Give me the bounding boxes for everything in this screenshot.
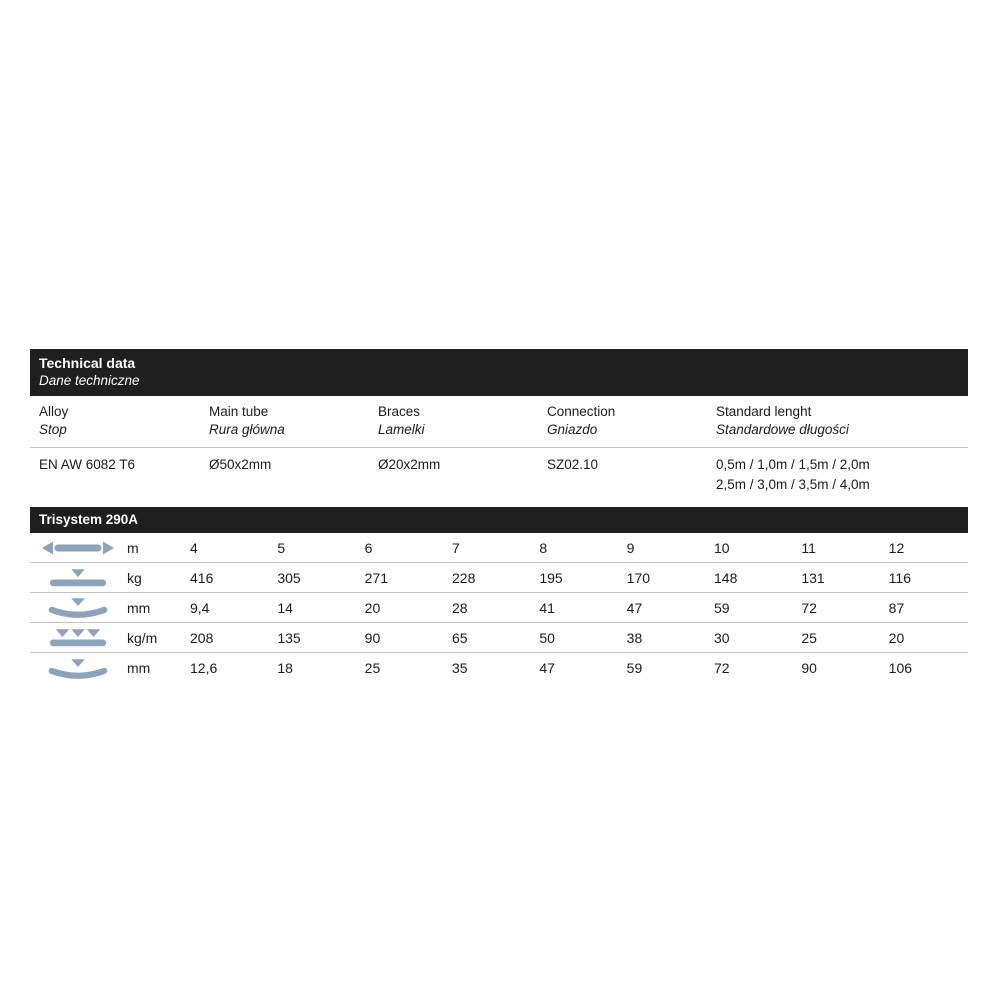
row-value: 65 xyxy=(452,629,468,646)
product-title: Trisystem 290A xyxy=(39,511,139,527)
spec-label: Alloy xyxy=(39,404,69,420)
row-value: 305 xyxy=(277,569,301,586)
row-unit: mm xyxy=(127,599,151,616)
row-value: 47 xyxy=(626,599,643,616)
row-value: 12,6 xyxy=(190,660,218,677)
spec-sublabel: Standardowe długości xyxy=(716,421,849,437)
row-value: 208 xyxy=(190,629,214,646)
row-value: 25 xyxy=(801,629,817,646)
row-value: 59 xyxy=(714,599,730,616)
spec-value-standard-length xyxy=(707,455,968,494)
row-value: 4 xyxy=(190,539,198,556)
row-value: 195 xyxy=(539,569,563,586)
datasheet xyxy=(30,349,968,683)
row-value: 228 xyxy=(452,569,476,586)
spec-value-connection: SZ02.10 xyxy=(547,457,599,473)
row-value: 9,4 xyxy=(190,599,210,616)
row-value: 87 xyxy=(888,599,905,616)
row-value: 12 xyxy=(888,539,905,556)
row-value: 38 xyxy=(626,629,643,646)
technical-data-header-bar xyxy=(30,349,968,396)
spec-sublabel: Gniazdo xyxy=(547,421,598,437)
row-value: 20 xyxy=(888,629,905,646)
row-value: 90 xyxy=(801,660,817,677)
row-value: 7 xyxy=(452,539,460,556)
spec-value-braces: Ø20x2mm xyxy=(378,457,441,473)
spec-value-main-tube: Ø50x2mm xyxy=(209,457,272,473)
spec-column-connection xyxy=(538,403,707,438)
row-value: 59 xyxy=(626,660,643,677)
row-value: 72 xyxy=(714,660,730,677)
row-value: 28 xyxy=(452,599,468,616)
spec-label: Braces xyxy=(378,404,421,420)
spec-column-braces xyxy=(369,403,538,438)
spec-column-standard-length xyxy=(707,403,968,438)
product-data-table xyxy=(30,533,968,683)
row-value: 20 xyxy=(364,599,381,616)
row-value: 5 xyxy=(277,539,286,556)
row-value: 106 xyxy=(888,660,913,677)
technical-header-title: Technical data xyxy=(39,355,136,371)
row-value: 90 xyxy=(364,629,381,646)
row-value: 116 xyxy=(888,569,911,586)
row-value: 18 xyxy=(277,660,293,677)
table-row xyxy=(30,653,968,683)
point-load-icon xyxy=(30,568,125,587)
spec-header-row xyxy=(30,396,968,448)
row-value: 11 xyxy=(801,539,816,556)
row-value: 35 xyxy=(452,660,468,677)
row-value: 10 xyxy=(714,539,730,556)
row-unit: kg xyxy=(127,569,142,586)
spec-value-alloy: EN AW 6082 T6 xyxy=(39,457,136,473)
row-value: 14 xyxy=(277,599,293,616)
row-value: 50 xyxy=(539,629,555,646)
row-value: 271 xyxy=(364,569,389,586)
table-row xyxy=(30,623,968,653)
row-value: 131 xyxy=(801,569,825,586)
row-value: 30 xyxy=(714,629,730,646)
row-value: 8 xyxy=(539,539,548,556)
span-length-icon xyxy=(30,541,125,555)
spec-sublabel: Rura główna xyxy=(209,421,285,437)
distributed-load-deflection-icon xyxy=(30,658,125,679)
row-unit: m xyxy=(127,539,139,556)
distributed-load-icon xyxy=(30,628,125,647)
spec-label: Main tube xyxy=(209,404,269,420)
technical-header-subtitle: Dane techniczne xyxy=(39,373,140,389)
standard-length-line2: 2,5m / 3,0m / 3,5m / 4,0m xyxy=(716,476,870,492)
standard-length-line1: 0,5m / 1,0m / 1,5m / 2,0m xyxy=(716,457,870,473)
row-value: 170 xyxy=(626,569,651,586)
row-unit: kg/m xyxy=(127,629,158,646)
table-row xyxy=(30,563,968,593)
spec-column-main-tube xyxy=(200,403,369,438)
table-row xyxy=(30,593,968,623)
spec-label: Standard lenght xyxy=(716,404,812,420)
row-value: 47 xyxy=(539,660,555,677)
table-row xyxy=(30,533,968,563)
spec-sublabel: Lamelki xyxy=(378,421,425,437)
spec-values-row xyxy=(30,448,968,503)
spec-label: Connection xyxy=(547,404,616,420)
row-value: 135 xyxy=(277,629,301,646)
spec-sublabel: Stop xyxy=(39,421,67,437)
point-load-deflection-icon xyxy=(30,597,125,618)
row-value: 25 xyxy=(364,660,381,677)
spec-column-alloy xyxy=(30,403,200,438)
row-value: 416 xyxy=(190,569,214,586)
row-value: 6 xyxy=(364,539,373,556)
row-value: 72 xyxy=(801,599,817,616)
row-value: 41 xyxy=(539,599,555,616)
product-header-bar xyxy=(30,507,968,534)
row-value: 9 xyxy=(626,539,635,556)
row-unit: mm xyxy=(127,660,151,677)
row-value: 148 xyxy=(714,569,738,586)
